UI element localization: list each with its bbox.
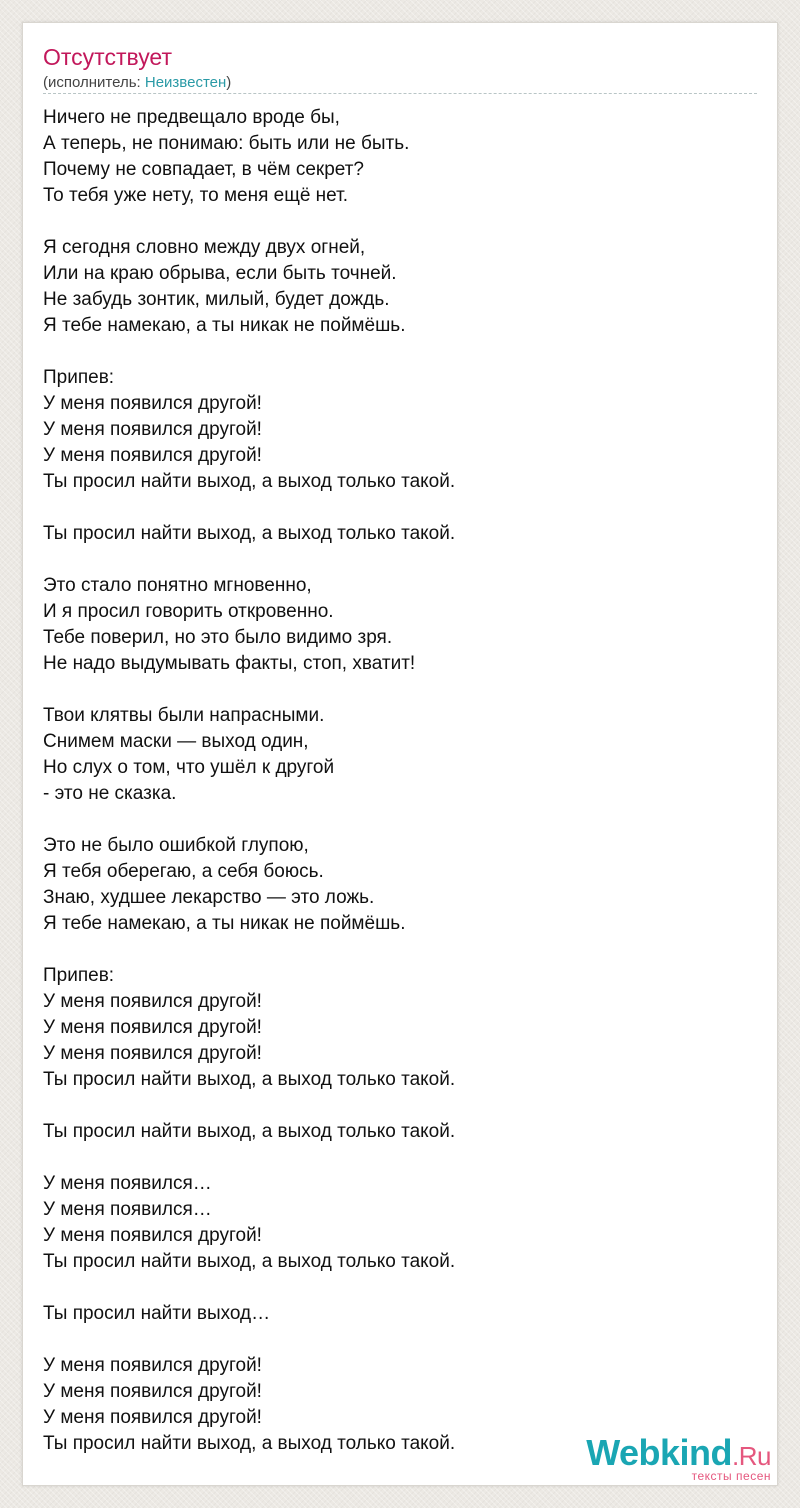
song-title: Отсутствует	[43, 44, 172, 70]
lyric-line: Я тебя оберегаю, а себя боюсь.	[43, 861, 324, 882]
lyric-line: А теперь, не понимаю: быть или не быть.	[43, 133, 410, 154]
lyric-line: Это не было ошибкой глупою,	[43, 835, 309, 856]
lyric-line: У меня появился другой!	[43, 991, 262, 1012]
lyric-line: Ты просил найти выход, а выход только такой.	[43, 1069, 456, 1090]
lyric-line: Или на краю обрыва, если быть точней.	[43, 263, 397, 284]
lyric-line: У меня появился другой!	[43, 1225, 262, 1246]
artist-prefix: (исполнитель:	[43, 74, 145, 91]
lyric-line: Ты просил найти выход, а выход только такой.	[43, 523, 456, 544]
lyrics-text	[43, 105, 743, 1457]
lyric-line: У меня появился другой!	[43, 393, 262, 414]
lyric-line: У меня появился другой!	[43, 1043, 262, 1064]
lyric-line: Тебе поверил, но это было видимо зря.	[43, 627, 393, 648]
lyric-line: У меня появился другой!	[43, 445, 262, 466]
lyric-line: Почему не совпадает, в чём секрет?	[43, 159, 364, 180]
lyric-line: У меня появился другой!	[43, 1355, 262, 1376]
logo-tagline: тексты песен	[691, 1469, 771, 1483]
stanza-break	[43, 1327, 743, 1353]
lyric-line: Не надо выдумывать факты, стоп, хватит!	[43, 653, 416, 674]
logo-name: Webkind	[586, 1432, 733, 1473]
artist-line	[43, 73, 231, 93]
stanza-break	[43, 1093, 743, 1119]
header-divider	[43, 93, 757, 94]
lyric-line: У меня появился…	[43, 1173, 212, 1194]
lyric-line: Твои клятвы были напрасными.	[43, 705, 325, 726]
lyric-line: У меня появился…	[43, 1199, 212, 1220]
lyric-line: Я тебе намекаю, а ты никак не поймёшь.	[43, 913, 406, 934]
lyric-line: Но слух о том, что ушёл к другой	[43, 757, 335, 778]
stanza-break	[43, 1275, 743, 1301]
lyric-line: Знаю, худшее лекарство — это ложь.	[43, 887, 375, 908]
lyric-line: Ничего не предвещало вроде бы,	[43, 107, 340, 128]
lyric-line: Припев:	[43, 367, 115, 388]
lyric-line: Не забудь зонтик, милый, будет дождь.	[43, 289, 390, 310]
lyric-line: У меня появился другой!	[43, 1017, 262, 1038]
artist-link[interactable]: Неизвестен	[144, 74, 227, 91]
lyric-line: У меня появился другой!	[43, 419, 262, 440]
stanza-break	[43, 547, 743, 573]
lyric-line: И я просил говорить откровенно.	[43, 601, 334, 622]
lyric-line: Ты просил найти выход, а выход только такой.	[43, 471, 456, 492]
logo-tld: .Ru	[732, 1441, 771, 1471]
stanza-break	[43, 1145, 743, 1171]
lyric-line: Ты просил найти выход, а выход только такой.	[43, 1433, 456, 1454]
lyric-line: То тебя уже нету, то меня ещё нет.	[43, 185, 348, 206]
stanza-break	[43, 937, 743, 963]
stanza-break	[43, 339, 743, 365]
artist-suffix: )	[226, 74, 232, 91]
site-logo[interactable]	[586, 1434, 771, 1483]
lyric-line: У меня появился другой!	[43, 1407, 262, 1428]
lyric-line: У меня появился другой!	[43, 1381, 262, 1402]
lyric-line: Ты просил найти выход, а выход только такой.	[43, 1251, 456, 1272]
stanza-break	[43, 495, 743, 521]
lyric-line: - это не сказка.	[43, 783, 177, 804]
lyrics-card	[22, 22, 778, 1486]
lyric-line: Ты просил найти выход…	[43, 1303, 271, 1324]
lyric-line: Снимем маски — выход один,	[43, 731, 309, 752]
lyric-line: Я сегодня словно между двух огней,	[43, 237, 366, 258]
lyric-line: Ты просил найти выход, а выход только такой.	[43, 1121, 456, 1142]
lyric-line: Это стало понятно мгновенно,	[43, 575, 312, 596]
lyric-line: Я тебе намекаю, а ты никак не поймёшь.	[43, 315, 406, 336]
stanza-break	[43, 209, 743, 235]
stanza-break	[43, 807, 743, 833]
lyric-line: Припев:	[43, 965, 115, 986]
stanza-break	[43, 677, 743, 703]
